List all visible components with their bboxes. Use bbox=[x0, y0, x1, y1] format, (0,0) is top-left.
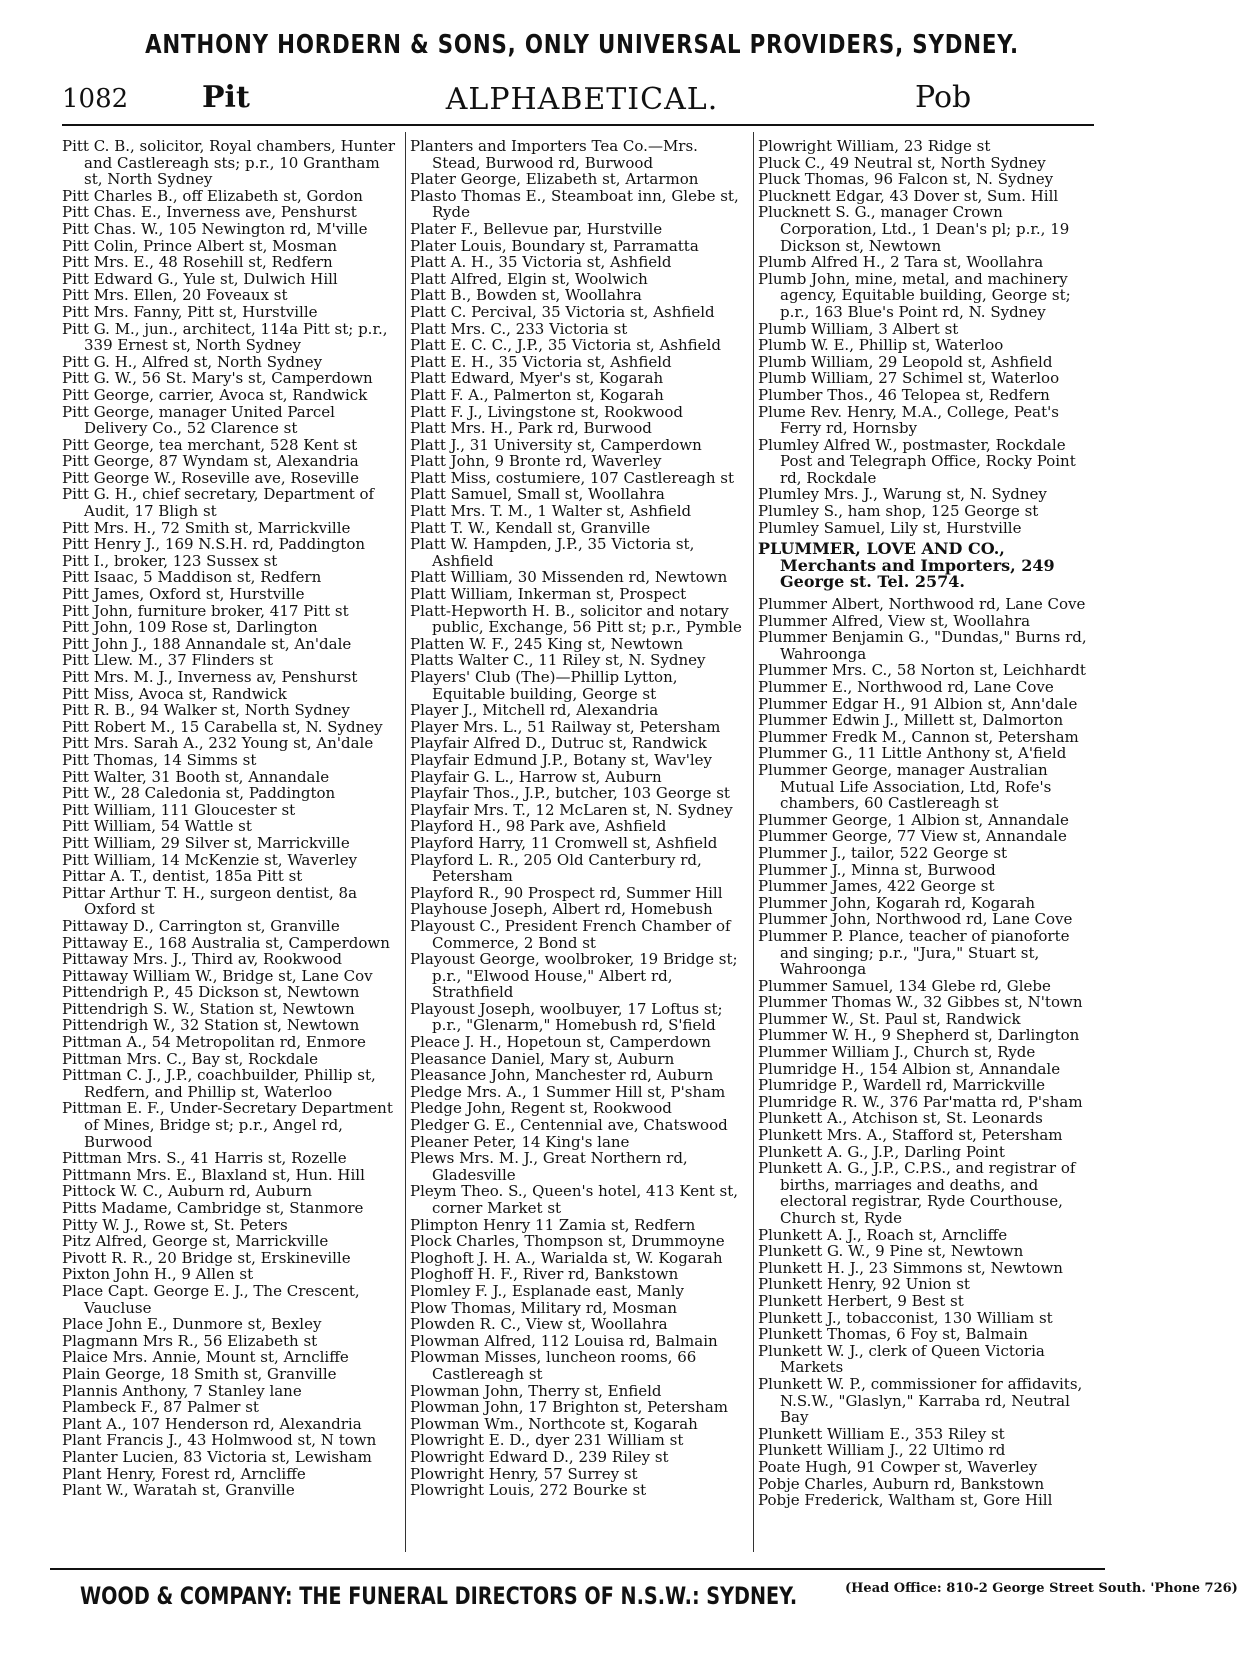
directory-entry: Pivott R. R., 20 Bridge st, Erskineville bbox=[62, 1248, 351, 1267]
directory-entry: Platt F. J., Livingstone st, Rookwood bbox=[410, 402, 683, 421]
directory-entry: Platt C. Percival, 35 Victoria st, Ashfield bbox=[410, 302, 715, 321]
directory-entry: Plumb William, 3 Albert st bbox=[758, 319, 959, 338]
directory-entry: Plumb W. E., Phillip st, Waterloo bbox=[758, 336, 1004, 355]
directory-entry: Plummer Fredk M., Cannon st, Petersham bbox=[758, 727, 1079, 746]
directory-entry: Pittaway D., Carrington st, Granville bbox=[62, 916, 340, 935]
directory-entry: Pitt Walter, 31 Booth st, Annandale bbox=[62, 767, 330, 786]
directory-entry: Platt J., 31 University st, Camperdown bbox=[410, 435, 702, 454]
directory-entry: Pitty W. J., Rowe st, St. Peters bbox=[62, 1215, 288, 1234]
directory-entry: Platt F. A., Palmerton st, Kogarah bbox=[410, 385, 664, 404]
directory-entry: Plant W., Waratah st, Granville bbox=[62, 1481, 295, 1500]
directory-entry: Platt Samuel, Small st, Woollahra bbox=[410, 485, 665, 504]
directory-entry: Plummer John, Kogarah rd, Kogarah bbox=[758, 893, 1036, 912]
directory-entry: Pitt G. W., 56 St. Mary's st, Camperdown bbox=[62, 369, 373, 388]
directory-entry: Pitt G. H., chief secretary, Department of Audit, 17 Bligh st bbox=[62, 485, 375, 521]
directory-entry: Pitt Colin, Prince Albert st, Mosman bbox=[62, 236, 338, 255]
directory-entry: Pleasance John, Manchester rd, Auburn bbox=[410, 1066, 714, 1085]
directory-entry: Pitt R. B., 94 Walker st, North Sydney bbox=[62, 701, 350, 720]
directory-entry: Plummer Albert, Northwood rd, Lane Cove bbox=[758, 595, 1086, 614]
directory-entry: Plummer George, 77 View st, Annandale bbox=[758, 827, 1067, 846]
directory-entry: Plagmann Mrs R., 56 Elizabeth st bbox=[62, 1331, 318, 1350]
directory-entry: Playford Harry, 11 Cromwell st, Ashfield bbox=[410, 833, 718, 852]
directory-entry: Pleasance Daniel, Mary st, Auburn bbox=[410, 1049, 675, 1068]
directory-entry: Pitz Alfred, George st, Marrickville bbox=[62, 1232, 329, 1251]
directory-entry: Platt-Hepworth H. B., solicitor and notary public, Exchange, 56 Pitt st; p.r., Pymble bbox=[410, 601, 742, 637]
directory-entry: Pobje Frederick, Waltham st, Gore Hill bbox=[758, 1491, 1053, 1510]
directory-entry: Plews Mrs. M. J., Great Northern rd, Gladesville bbox=[410, 1149, 688, 1184]
directory-entry: Platt Miss, costumiere, 107 Castlereagh st bbox=[410, 468, 735, 487]
directory-entry: Platt Mrs. T. M., 1 Walter st, Ashfield bbox=[410, 502, 692, 521]
directory-entry: Pittman Mrs. S., 41 Harris st, Rozelle bbox=[62, 1149, 347, 1168]
footer-advert-main: WOOD & COMPANY: THE FUNERAL DIRECTORS OF N.S.W.: SYDNEY. bbox=[80, 1582, 798, 1610]
directory-entry: Pitt John, 109 Rose st, Darlington bbox=[62, 618, 318, 637]
directory-entry: Playoust Joseph, woolbuyer, 17 Loftus st; p.r., "Glenarm," Homebush rd, S'field bbox=[410, 999, 723, 1035]
directory-entry: Pixton John H., 9 Allen st bbox=[62, 1265, 254, 1284]
directory-entry: Pitt Mrs. M. J., Inverness av, Penshurst bbox=[62, 668, 358, 686]
directory-entry: Plunkett A., Atchison st, St. Leonards bbox=[758, 1109, 1043, 1128]
directory-entry: Playford R., 90 Prospect rd, Summer Hill bbox=[410, 883, 723, 902]
directory-entry: Pitt George, 87 Wyndam st, Alexandria bbox=[62, 452, 359, 471]
header-left-word: Pit bbox=[202, 80, 250, 115]
directory-entry: Pleace J. H., Hopetoun st, Camperdown bbox=[410, 1033, 711, 1052]
directory-entry: Plain George, 18 Smith st, Granville bbox=[62, 1364, 337, 1383]
directory-entry: Plunkett William J., 22 Ultimo rd bbox=[758, 1441, 1006, 1460]
directory-entry: Pitt Henry J., 169 N.S.H. rd, Paddington bbox=[62, 535, 366, 554]
directory-entry: Plummer Thomas W., 32 Gibbes st, N'town bbox=[758, 993, 1083, 1012]
directory-entry: Platt Mrs. C., 233 Victoria st bbox=[410, 319, 628, 338]
directory-entry: Pledge Mrs. A., 1 Summer Hill st, P'sham bbox=[410, 1082, 726, 1101]
directory-column-1 bbox=[62, 138, 402, 1499]
directory-entry: Pitt Robert M., 15 Carabella st, N. Sydney bbox=[62, 717, 383, 736]
directory-entry: Playfair Thos., J.P., butcher, 103 George st bbox=[410, 784, 730, 803]
directory-entry: Plummer John, Northwood rd, Lane Cove bbox=[758, 910, 1073, 929]
directory-entry: Plunkett A. J., Roach st, Arncliffe bbox=[758, 1225, 1008, 1244]
directory-entry: Playhouse Joseph, Albert rd, Homebush bbox=[410, 900, 713, 919]
column-divider bbox=[405, 132, 406, 1552]
directory-entry: Plumridge P., Wardell rd, Marrickville bbox=[758, 1076, 1045, 1095]
directory-entry: Ploghoft J. H. A., Warialda st, W. Kogarah bbox=[410, 1248, 723, 1267]
directory-entry: Pitt Mrs. Sarah A., 232 Young st, An'dale bbox=[62, 734, 374, 753]
directory-column-3 bbox=[758, 138, 1100, 1509]
directory-entry: Pleym Theo. S., Queen's hotel, 413 Kent st, corner Market st bbox=[410, 1182, 739, 1217]
directory-entry: Pittendrigh W., 32 Station st, Newtown bbox=[62, 1016, 360, 1035]
directory-entry: Plummer J., Minna st, Burwood bbox=[758, 860, 996, 879]
directory-entry: Planter Lucien, 83 Victoria st, Lewisham bbox=[62, 1447, 372, 1466]
directory-entry: Platt A. H., 35 Victoria st, Ashfield bbox=[410, 253, 672, 272]
directory-entry: Planters and Importers Tea Co.—Mrs. Stead, Burwood rd, Burwood bbox=[410, 137, 698, 172]
directory-entry: Plock Charles, Thompson st, Drummoyne bbox=[410, 1232, 725, 1251]
footer-advert-side: (Head Office: 810-2 George Street South. 'Phone 726) bbox=[845, 1581, 1238, 1596]
directory-entry: Plumley Samuel, Lily st, Hurstville bbox=[758, 518, 1022, 537]
directory-entry: Player J., Mitchell rd, Alexandria bbox=[410, 701, 659, 720]
directory-entry: Plumb William, 27 Schimel st, Waterloo bbox=[758, 369, 1060, 388]
footer-advertisement bbox=[80, 1581, 1238, 1610]
directory-entry: Plummer George, manager Australian Mutual Life Association, Ltd, Rofe's chambers, 60 Castlereagh st bbox=[758, 760, 1052, 813]
header-right-word: Pob bbox=[915, 80, 972, 115]
directory-entry: Plumley Mrs. J., Warung st, N. Sydney bbox=[758, 485, 1047, 504]
directory-entry: Plomley F. J., Esplanade east, Manly bbox=[410, 1281, 684, 1300]
directory-entry: Playford H., 98 Park ave, Ashfield bbox=[410, 817, 667, 836]
directory-entry: Plowman Wm., Northcote st, Kogarah bbox=[410, 1414, 698, 1433]
directory-entry: Plaice Mrs. Annie, Mount st, Arncliffe bbox=[62, 1348, 349, 1367]
directory-entry: Pitt Charles B., off Elizabeth st, Gordon bbox=[62, 186, 363, 205]
directory-entry: Plunkett Herbert, 9 Best st bbox=[758, 1291, 964, 1310]
directory-entry: Plowright E. D., dyer 231 William st bbox=[410, 1431, 684, 1450]
directory-entry: Plowright Henry, 57 Surrey st bbox=[410, 1464, 638, 1483]
directory-entry: Plummer E., Northwood rd, Lane Cove bbox=[758, 678, 1054, 696]
directory-entry: Platt E. H., 35 Victoria st, Ashfield bbox=[410, 352, 672, 371]
directory-entry: Pittaway E., 168 Australia st, Camperdown bbox=[62, 933, 390, 952]
directory-entry: Plumb Alfred H., 2 Tara st, Woollahra bbox=[758, 253, 1044, 272]
directory-entry: Pitt Isaac, 5 Maddison st, Redfern bbox=[62, 568, 322, 587]
directory-entry: Platt William, 30 Missenden rd, Newtown bbox=[410, 568, 728, 587]
directory-entry: Pitt G. M., jun., architect, 114a Pitt st; p.r., 339 Ernest st, North Sydney bbox=[62, 319, 388, 355]
directory-entry: Pobje Charles, Auburn rd, Bankstown bbox=[758, 1474, 1045, 1493]
directory-entry: Plumridge R. W., 376 Par'matta rd, P'sham bbox=[758, 1092, 1083, 1111]
directory-entry: Pitt I., broker, 123 Sussex st bbox=[62, 551, 278, 570]
directory-entry: Plant Francis J., 43 Holmwood st, N town bbox=[62, 1431, 377, 1450]
directory-entry: Platt T. W., Kendall st, Granville bbox=[410, 518, 651, 537]
directory-entry: Pitt William, 29 Silver st, Marrickville bbox=[62, 833, 350, 852]
directory-entry: Pittman A., 54 Metropolitan rd, Enmore bbox=[62, 1033, 366, 1052]
directory-entry: Pitt George, manager United Parcel Delivery Co., 52 Clarence st bbox=[62, 402, 335, 438]
directory-entry: Plunkett G. W., 9 Pine st, Newtown bbox=[758, 1242, 1024, 1261]
directory-entry: Plater F., Bellevue par, Hurstville bbox=[410, 219, 663, 238]
directory-entry: Plunkett A. G., J.P., C.P.S., and registrar of births, marriages and deaths, and electoral registrar, Ryde Courthouse, Church st, Ryde bbox=[758, 1159, 1076, 1227]
directory-entry: Playford L. R., 205 Old Canterbury rd, Petersham bbox=[410, 850, 702, 886]
directory-entry: Pitt James, Oxford st, Hurstville bbox=[62, 585, 305, 604]
directory-entry: Playfair Mrs. T., 12 McLaren st, N. Sydney bbox=[410, 800, 733, 819]
directory-entry: Pittaway William W., Bridge st, Lane Cov bbox=[62, 966, 373, 985]
directory-entry: Pleaner Peter, 14 King's lane bbox=[410, 1132, 630, 1151]
directory-entry: Platt E. C. C., J.P., 35 Victoria st, Ashfield bbox=[410, 336, 721, 355]
directory-entry: Plummer Edwin J., Millett st, Dalmorton bbox=[758, 711, 1064, 730]
directory-entry: Playoust C., President French Chamber of Commerce, 2 Bond st bbox=[410, 916, 731, 952]
directory-entry: Plowden R. C., View st, Woollahra bbox=[410, 1315, 668, 1334]
directory-entry: Pittman Mrs. C., Bay st, Rockdale bbox=[62, 1049, 319, 1068]
directory-entry: Pluck C., 49 Neutral st, North Sydney bbox=[758, 153, 1046, 172]
directory-entry: Plummer Edgar H., 91 Albion st, Ann'dale bbox=[758, 694, 1078, 713]
directory-entry: Plowright Edward D., 239 Riley st bbox=[410, 1447, 669, 1466]
directory-entry: Platt William, Inkerman st, Prospect bbox=[410, 585, 687, 604]
directory-entry: Pitt John J., 188 Annandale st, An'dale bbox=[62, 634, 352, 653]
directory-entry: Plunkett A. G., J.P., Darling Point bbox=[758, 1142, 1005, 1161]
directory-entry: Pitt Thomas, 14 Simms st bbox=[62, 750, 257, 769]
directory-column-2 bbox=[410, 138, 750, 1499]
directory-entry: Pitt Mrs. E., 48 Rosehill st, Redfern bbox=[62, 253, 333, 272]
directory-entry: Platten W. F., 245 King st, Newtown bbox=[410, 634, 683, 653]
directory-entry: Plucknett S. G., manager Crown Corporation, Ltd., 1 Dean's pl; p.r., 19 Dickson st, Newtown bbox=[758, 203, 1070, 255]
directory-entry: Place Capt. George E. J., The Crescent, Vaucluse bbox=[62, 1281, 360, 1317]
directory-entry: Plunkett J., tobacconist, 130 William st bbox=[758, 1308, 1053, 1327]
directory-entry: Plumb William, 29 Leopold st, Ashfield bbox=[758, 352, 1053, 371]
directory-entry: Pledger G. E., Centennial ave, Chatswood bbox=[410, 1116, 728, 1135]
directory-entry: Pittaway Mrs. J., Third av, Rookwood bbox=[62, 950, 342, 969]
directory-entry: Playfair Alfred D., Dutruc st, Randwick bbox=[410, 734, 707, 753]
directory-entry: Plater George, Elizabeth st, Artarmon bbox=[410, 170, 699, 189]
directory-entry: Pitt George, carrier, Avoca st, Randwick bbox=[62, 385, 368, 404]
directory-entry: Plummer James, 422 George st bbox=[758, 877, 995, 896]
directory-entry: Plunkett H. J., 23 Simmons st, Newtown bbox=[758, 1258, 1063, 1277]
directory-entry: Plasto Thomas E., Steamboat inn, Glebe st, Ryde bbox=[410, 186, 739, 222]
directory-entry: Pittendrigh P., 45 Dickson st, Newtown bbox=[62, 983, 360, 1002]
directory-entry: Plummer William J., Church st, Ryde bbox=[758, 1043, 1036, 1062]
directory-entry: Plummer Mrs. C., 58 Norton st, Leichhardt bbox=[758, 661, 1086, 680]
directory-entry: Pitt Llew. M., 37 Flinders st bbox=[62, 651, 273, 670]
directory-entry: Plowman John, Therry st, Enfield bbox=[410, 1381, 662, 1400]
directory-entry: Pitt G. H., Alfred st, North Sydney bbox=[62, 352, 323, 371]
directory-entry: Plater Louis, Boundary st, Parramatta bbox=[410, 236, 699, 255]
directory-entry: Pitt Chas. E., Inverness ave, Penshurst bbox=[62, 203, 357, 222]
directory-entry: Platt Edward, Myer's st, Kogarah bbox=[410, 369, 664, 388]
directory-entry: Pitt Mrs. H., 72 Smith st, Marrickville bbox=[62, 518, 351, 537]
directory-entry: Plowright Louis, 272 Bourke st bbox=[410, 1481, 647, 1500]
directory-entry: Pitt George, tea merchant, 528 Kent st bbox=[62, 435, 358, 454]
directory-entry: Pitt William, 14 McKenzie st, Waverley bbox=[62, 850, 358, 869]
directory-entry: PLUMMER, LOVE AND CO., Merchants and Importers, 249 George st. Tel. 2574. bbox=[758, 539, 1055, 592]
column-divider bbox=[753, 132, 754, 1552]
directory-entry: Playfair Edmund J.P., Botany st, Wav'ley bbox=[410, 750, 712, 769]
directory-entry: Platt Mrs. H., Park rd, Burwood bbox=[410, 419, 652, 438]
directory-entry: Plummer Samuel, 134 Glebe rd, Glebe bbox=[758, 976, 1051, 995]
directory-entry: Ploghoff H. F., River rd, Bankstown bbox=[410, 1265, 679, 1284]
directory-entry: Pittock W. C., Auburn rd, Auburn bbox=[62, 1182, 313, 1201]
directory-entry: Plow Thomas, Military rd, Mosman bbox=[410, 1298, 677, 1317]
directory-entry: Platt Alfred, Elgin st, Woolwich bbox=[410, 269, 648, 288]
directory-entry: Plunkett Mrs. A., Stafford st, Petersham bbox=[758, 1126, 1063, 1145]
directory-entry: Pitt William, 111 Gloucester st bbox=[62, 800, 296, 819]
directory-entry: Playoust George, woolbroker, 19 Bridge st; p.r., "Elwood House," Albert rd, Strathfield bbox=[410, 950, 738, 1002]
directory-entry: Pitt Edward G., Yule st, Dulwich Hill bbox=[62, 269, 338, 288]
directory-entry: Platt W. Hampden, J.P., 35 Victoria st, Ashfield bbox=[410, 535, 695, 570]
directory-entry: Pittman E. F., Under-Secretary Department of Mines, Bridge st; p.r., Angel rd, Burwood bbox=[62, 1099, 393, 1151]
page-title: ALPHABETICAL. bbox=[445, 82, 719, 117]
directory-entry: Platt John, 9 Bronte rd, Waverley bbox=[410, 452, 662, 471]
directory-entry: Pittar A. T., dentist, 185a Pitt st bbox=[62, 867, 303, 886]
directory-entry: Pittmann Mrs. E., Blaxland st, Hun. Hill bbox=[62, 1165, 365, 1184]
directory-entry: Plummer George, 1 Albion st, Annandale bbox=[758, 810, 1069, 829]
directory-entry: Plummer Benjamin G., "Dundas," Burns rd, Wahroonga bbox=[758, 628, 1087, 663]
directory-entry: Plumridge H., 154 Albion st, Annandale bbox=[758, 1059, 1061, 1078]
directory-entry: Plumley S., ham shop, 125 George st bbox=[758, 502, 1039, 521]
directory-entry: Pittman C. J., J.P., coachbuilder, Phillip st, Redfern, and Phillip st, Waterloo bbox=[62, 1066, 376, 1101]
directory-entry: Plimpton Henry 11 Zamia st, Redfern bbox=[410, 1215, 696, 1234]
directory-entry: Pluck Thomas, 96 Falcon st, N. Sydney bbox=[758, 170, 1054, 189]
directory-entry: Pitt W., 28 Caledonia st, Paddington bbox=[62, 784, 336, 803]
directory-entry: Plumb John, mine, metal, and machinery agency, Equitable building, George st; p.r., 163 Blue's Point rd, N. Sydney bbox=[758, 269, 1071, 321]
footer-divider bbox=[50, 1568, 1105, 1570]
directory-entry: Pitt C. B., solicitor, Royal chambers, Hunter and Castlereagh sts; p.r., 10 Grantham st, North Sydney bbox=[62, 137, 396, 189]
directory-entry: Plummer W. H., 9 Shepherd st, Darlington bbox=[758, 1026, 1080, 1045]
directory-entry: Pitt John, furniture broker, 417 Pitt st bbox=[62, 601, 349, 620]
directory-entry: Plucknett Edgar, 43 Dover st, Sum. Hill bbox=[758, 186, 1059, 205]
directory-entry: Player Mrs. L., 51 Railway st, Petersham bbox=[410, 717, 721, 736]
directory-entry: Pitt George W., Roseville ave, Roseville bbox=[62, 468, 360, 487]
directory-entry: Plowman Alfred, 112 Louisa rd, Balmain bbox=[410, 1331, 718, 1350]
directory-entry: Pitt Chas. W., 105 Newington rd, M'ville bbox=[62, 219, 368, 238]
directory-entry: Plunkett W. P., commissioner for affidavits, N.S.W., "Glaslyn," Karraba rd, Neutral Bay bbox=[758, 1374, 1083, 1427]
directory-entry: Plummer W., St. Paul st, Randwick bbox=[758, 1009, 1021, 1028]
directory-entry: Plumber Thos., 46 Telopea st, Redfern bbox=[758, 385, 1050, 404]
directory-entry: Plowright William, 23 Ridge st bbox=[758, 137, 991, 155]
directory-entry: Pitt Mrs. Fanny, Pitt st, Hurstville bbox=[62, 302, 318, 321]
directory-entry: Pittar Arthur T. H., surgeon dentist, 8a Oxford st bbox=[62, 883, 358, 919]
directory-entry: Plant A., 107 Henderson rd, Alexandria bbox=[62, 1414, 362, 1433]
directory-entry: Plannis Anthony, 7 Stanley lane bbox=[62, 1381, 302, 1400]
directory-entry: Plunkett William E., 353 Riley st bbox=[758, 1424, 1005, 1443]
directory-entry: Pitt Mrs. Ellen, 20 Foveaux st bbox=[62, 286, 288, 305]
directory-entry: Plowman Misses, luncheon rooms, 66 Castlereagh st bbox=[410, 1348, 697, 1383]
directory-entry: Plunkett Thomas, 6 Foy st, Balmain bbox=[758, 1325, 1028, 1344]
directory-entry: Pledge John, Regent st, Rookwood bbox=[410, 1099, 672, 1118]
directory-entry: Platts Walter C., 11 Riley st, N. Sydney bbox=[410, 651, 706, 670]
directory-entry: Plummer J., tailor, 522 George st bbox=[758, 843, 1008, 862]
directory-entry: Plummer P. Plance, teacher of pianoforte and singing; p.r., "Jura," Stuart st, Wahroonga bbox=[758, 926, 1070, 979]
directory-entry: Place John E., Dunmore st, Bexley bbox=[62, 1315, 322, 1334]
directory-entry: Plowman John, 17 Brighton st, Petersham bbox=[410, 1398, 729, 1417]
directory-entry: Platt B., Bowden st, Woollahra bbox=[410, 286, 642, 305]
directory-entry: Plunkett W. J., clerk of Queen Victoria Markets bbox=[758, 1341, 1045, 1377]
directory-entry: Pittendrigh S. W., Station st, Newtown bbox=[62, 999, 355, 1018]
directory-entry: Plummer Alfred, View st, Woollahra bbox=[758, 611, 1031, 630]
directory-entry: Players' Club (The)—Phillip Lytton, Equitable building, George st bbox=[410, 668, 678, 703]
directory-entry: Poate Hugh, 91 Cowper st, Waverley bbox=[758, 1457, 1038, 1476]
directory-entry: Pitt William, 54 Wattle st bbox=[62, 817, 252, 836]
page-number: 1082 bbox=[62, 84, 129, 114]
directory-entry: Plummer G., 11 Little Anthony st, A'field bbox=[758, 744, 1067, 763]
directory-entry: Plant Henry, Forest rd, Arncliffe bbox=[62, 1464, 306, 1483]
header-divider bbox=[62, 124, 1094, 126]
top-banner: ANTHONY HORDERN & SONS, ONLY UNIVERSAL PROVIDERS, SYDNEY. bbox=[145, 30, 1019, 60]
directory-entry: Playfair G. L., Harrow st, Auburn bbox=[410, 767, 662, 786]
directory-entry: Plumley Alfred W., postmaster, Rockdale Post and Telegraph Office, Rocky Point rd, Rockdale bbox=[758, 435, 1076, 487]
directory-entry: Plume Rev. Henry, M.A., College, Peat's Ferry rd, Hornsby bbox=[758, 402, 1059, 438]
directory-entry: Plambeck F., 87 Palmer st bbox=[62, 1398, 259, 1417]
directory-entry: Pitt Miss, Avoca st, Randwick bbox=[62, 684, 287, 703]
directory-entry: Plunkett Henry, 92 Union st bbox=[758, 1275, 970, 1294]
directory-entry: Pitts Madame, Cambridge st, Stanmore bbox=[62, 1199, 364, 1217]
